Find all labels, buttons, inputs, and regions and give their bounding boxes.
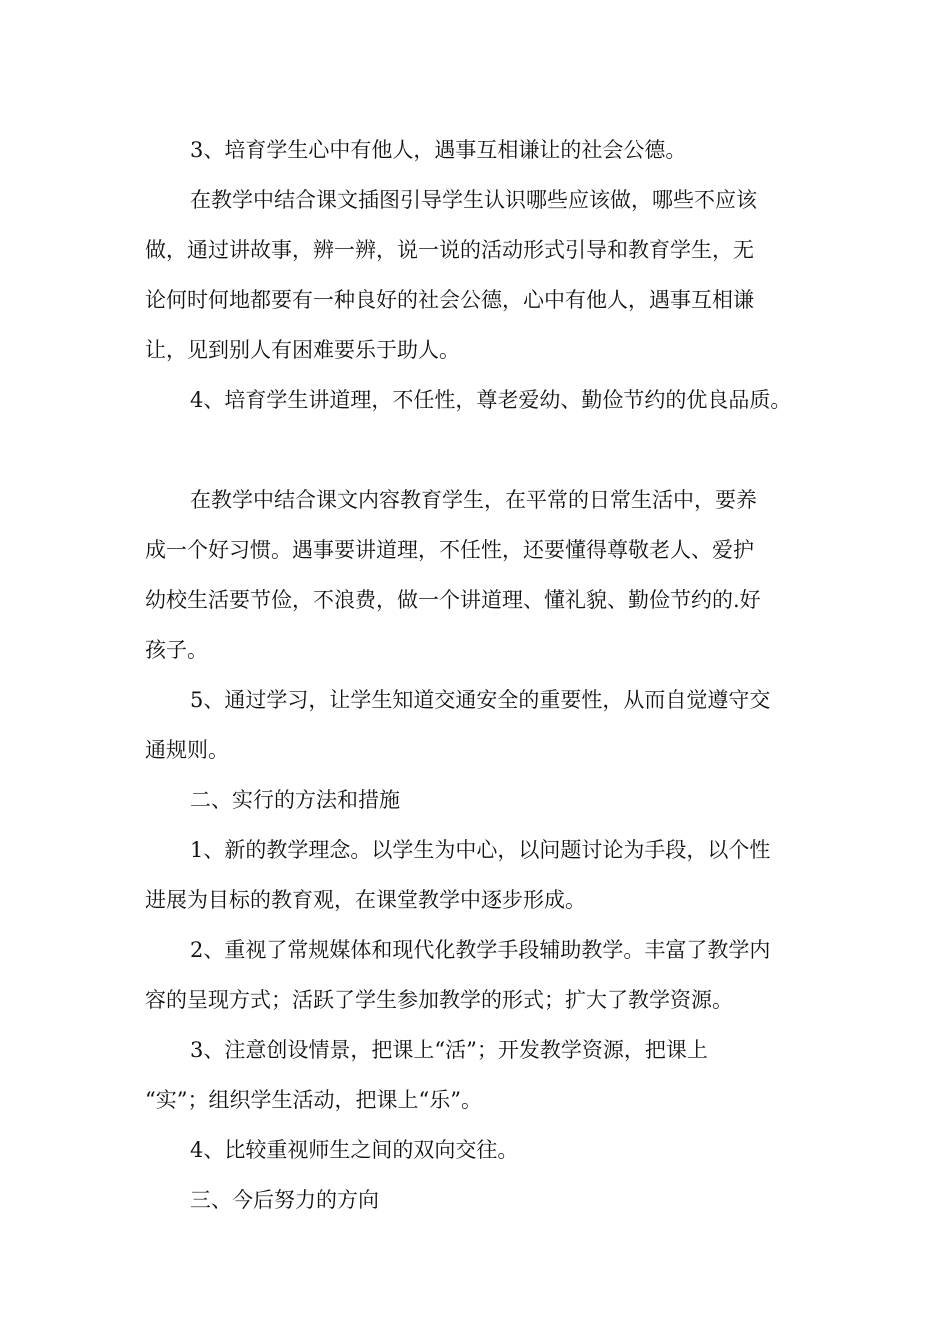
text-line: 在教学中结合课文内容教育学生，在平常的日常生活中，要养 — [190, 488, 757, 512]
text-line: 3、培育学生心中有他人，遇事互相谦让的社会公德。 — [190, 138, 687, 162]
text-line: 5、通过学习，让学生知道交通安全的重要性，从而自觉遵守交 — [190, 688, 771, 712]
text-line: 论何时何地都要有一种良好的社会公德，心中有他人，遇事互相谦 — [145, 288, 754, 312]
text-line: 孩子。 — [145, 638, 208, 662]
text-line: 1、新的教学理念。以学生为中心，以问题讨论为手段，以个性 — [190, 838, 771, 862]
text-line: 成一个好习惯。遇事要讲道理，不任性，还要懂得尊敬老人、爱护 — [145, 538, 754, 562]
text-line: 4、比较重视师生之间的双向交往。 — [190, 1138, 519, 1162]
text-line: 在教学中结合课文插图引导学生认识哪些应该做，哪些不应该 — [190, 188, 757, 212]
text-line: 做，通过讲故事，辨一辨，说一说的活动形式引导和教育学生，无 — [145, 238, 754, 262]
section-heading: 二、实行的方法和措施 — [190, 788, 400, 812]
text-line: 2、重视了常规媒体和现代化教学手段辅助教学。丰富了教学内 — [190, 938, 771, 962]
text-line: 3、注意创设情景，把课上“活”；开发教学资源，把课上 — [190, 1038, 708, 1062]
text-line: 4、培育学生讲道理，不任性，尊老爱幼、勤俭节约的优良品质。 — [190, 388, 792, 412]
text-line: 进展为目标的教育观，在课堂教学中逐步形成。 — [145, 888, 586, 912]
text-line: 幼校生活要节俭，不浪费，做一个讲道理、懂礼貌、勤俭节约的.好 — [145, 588, 761, 612]
text-line: “实”；组织学生活动，把课上“乐”。 — [145, 1088, 482, 1112]
text-line: 让，见到别人有困难要乐于助人。 — [145, 338, 460, 362]
text-line: 容的呈现方式；活跃了学生参加教学的形式；扩大了教学资源。 — [145, 988, 733, 1012]
section-heading: 三、今后努力的方向 — [190, 1188, 379, 1212]
text-line: 通规则。 — [145, 738, 229, 762]
